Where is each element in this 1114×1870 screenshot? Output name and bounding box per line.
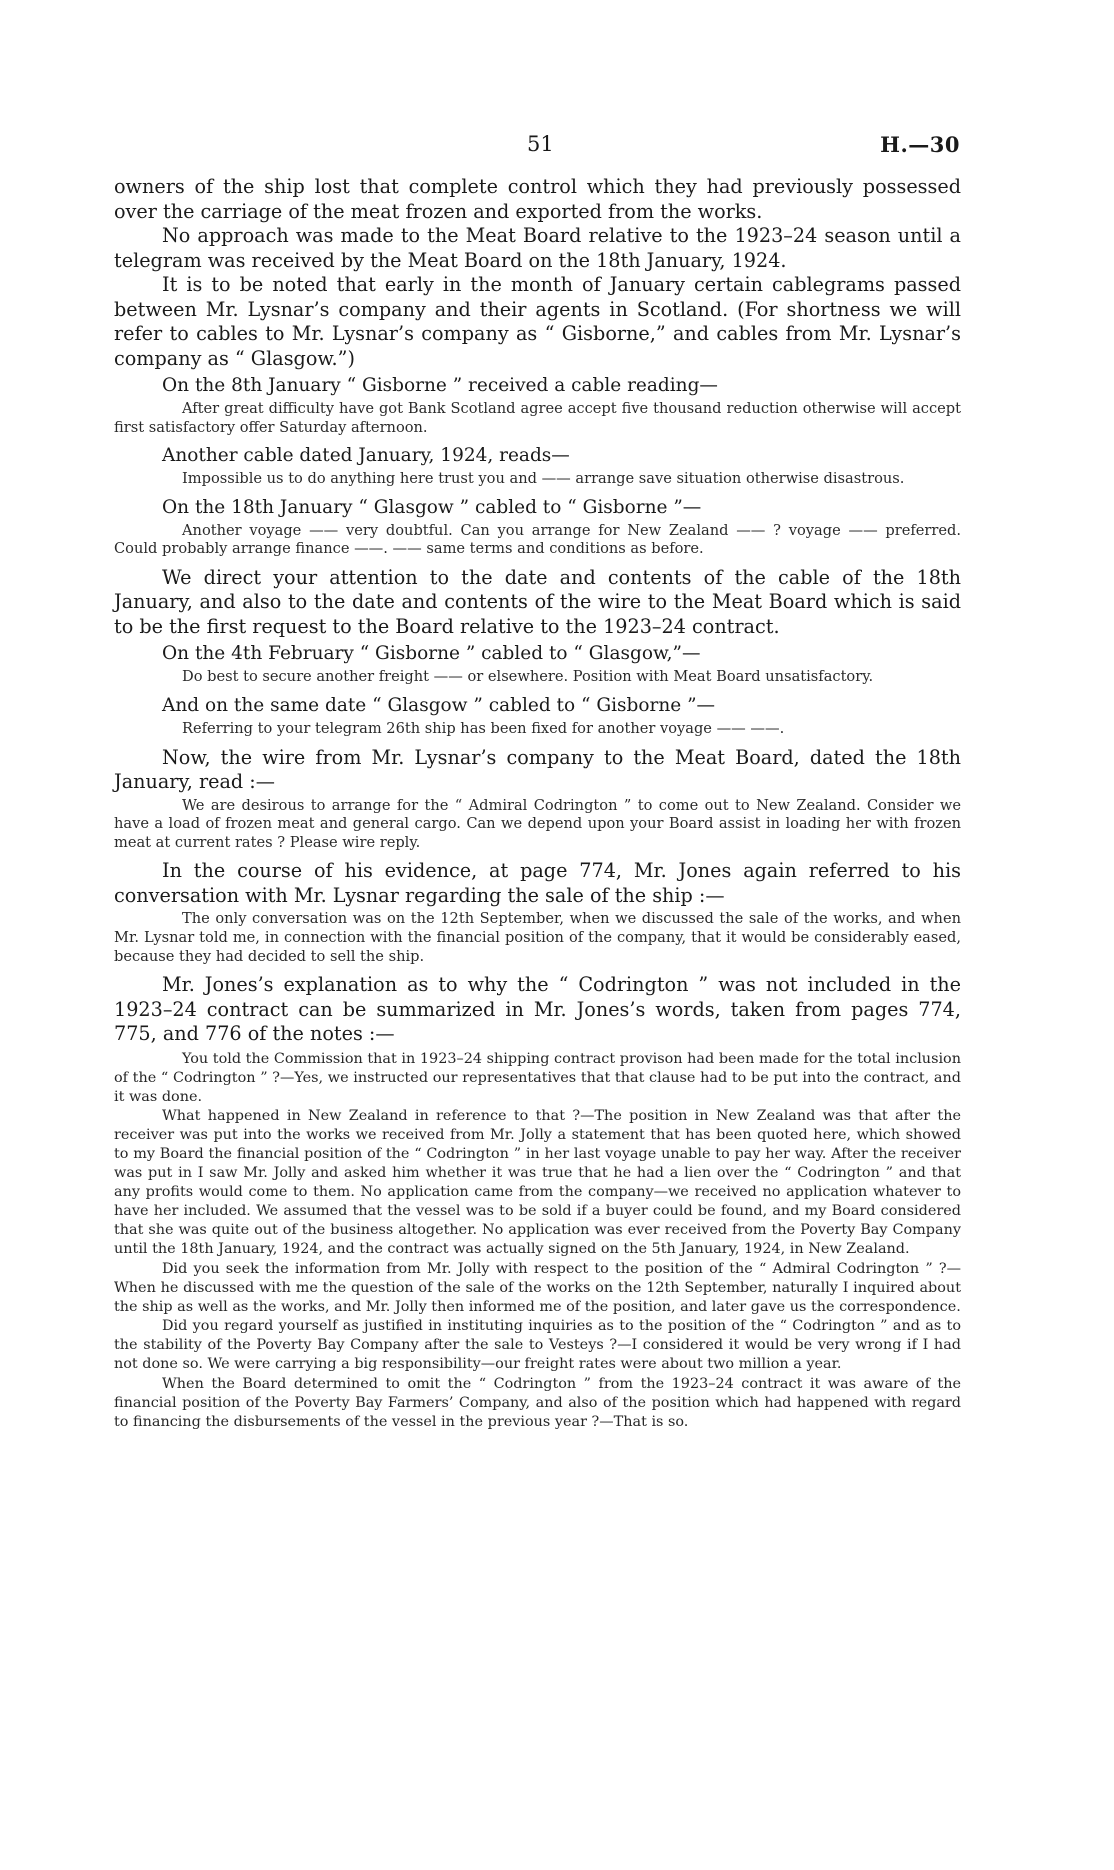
transcript-paragraph: When the Board determined to omit the “ Codrington ” from the 1923–24 contract it was aware of the financial position of the Poverty Bay Farmers’ Company, and also of the position which had happened with regard to financing the disbursements of the vessel in the previous year ?—That is so. [114,1376,961,1430]
paragraph: No approach was made to the Meat Board relative to the 1923–24 season until a telegram was received by the Meat Board on the 18th January, 1924. [114,224,961,272]
paragraph: Now, the wire from Mr. Lysnar’s company to the Meat Board, dated the 18th January, read :— [114,745,961,794]
paragraph: We direct your attention to the date and contents of the cable of the 18th January, and also to the date and contents of the wire to the Meat Board which is said to be the first request to the Board relative to the 1923–24 contract. [114,565,961,638]
paragraph: Mr. Jones’s explanation as to why the “ Codrington ” was not included in the 1923–24 contract can be summarized in Mr. Jones’s words, taken from pages 774, 775, and 776 of the notes :— [114,973,961,1046]
page-number: 51 [527,132,554,156]
cable-quote: Do best to secure another freight —— or elsewhere. Position with Meat Board unsatisfactory. [182,668,874,686]
paragraph: In the course of his evidence, at page 774, Mr. Jones again referred to his conversation with Mr. Lysnar regarding the sale of the ship :— [114,859,961,907]
evidence-transcript [114,1050,961,1432]
transcript-paragraph: What happened in New Zealand in reference to that ?—The position in New Zealand was that after the receiver was put into the works we received from Mr. Jolly a statement that has been quoted here, which showed to my Board the financial position of the “ Codrington ” in her last voyage unable to pay her way. After the receiver was put in I saw Mr. Jolly and asked him whether it was true that he had a lien over the “ Codrington ” and that any profits would come to them. No application came from the company—we received no application whatever to have her included. We assumed that the vessel was to be sold if a buyer could be found, and my Board considered that she was quite out of the business altogether. No application was ever received from the Poverty Bay Company until the 18th January, 1924, and the contract was actually signed on the 5th January, 1924, in New Zealand. [114,1108,961,1257]
document-reference: H.—30 [880,132,960,157]
transcript-paragraph: Did you regard yourself as justified in instituting inquiries as to the position of the “ Codrington ” and as to the stability of the Poverty Bay Company after the sale to Vesteys ?—I considered it would be very wrong if I had not done so. We were carrying a big responsibility—our freight rates were about two million a year. [114,1318,961,1373]
cable-quote: After great difficulty have got Bank Scotland agree accept five thousand reduction otherwise will accept first satisfactory offer Saturday afternoon. [114,400,961,436]
body-text [114,175,961,1432]
cable-intro: On the 18th January “ Glasgow ” cabled to “ Gisborne ”— [162,496,702,518]
wire-quote: We are desirous to arrange for the “ Admiral Codrington ” to come out to New Zealand. Consider we have a load of frozen meat and general cargo. Can we depend upon your Board assist in loading her with frozen meat at current rates ? Please wire reply. [114,796,961,851]
page-header [0,132,1114,164]
cable-intro: On the 8th January “ Gisborne ” received a cable reading— [162,375,718,396]
cable-quote: Impossible us to do anything here trust you and —— arrange save situation otherwise disastrous. [182,470,905,488]
paragraph: It is to be noted that early in the month of January certain cablegrams passed between Mr. Lysnar’s company and their agents in Scotland. (For shortness we will refer to cables to Mr. Lysnar’s company as “ Gisborne,” and cables from Mr. Lysnar’s company as “ Glasgow.”) [114,273,961,370]
cable-quote: Referring to your telegram 26th ship has been fixed for another voyage —— ——. [182,720,785,738]
paragraph: owners of the ship lost that complete control which they had previously possessed over the carriage of the meat frozen and exported from the works. [114,175,961,223]
transcript-paragraph: Did you seek the information from Mr. Jolly with respect to the position of the “ Admiral Codrington ” ?—When he discussed with me the question of the sale of the works on the 12th September, naturally I inquired about the ship as well as the works, and Mr. Jolly then informed me of the position, and later gave us the correspondence. [114,1260,961,1315]
cable-intro: Another cable dated January, 1924, reads— [162,445,570,467]
cable-intro: And on the same date “ Glasgow ” cabled to “ Gisborne ”— [162,695,716,717]
transcript-paragraph: You told the Commission that in 1923–24 shipping contract provison had been made for the total inclusion of the “ Codrington ” ?—Yes, we instructed our representatives that that clause had to be put into the contract, and it was done. [114,1050,961,1105]
cable-intro: On the 4th February “ Gisborne ” cabled to “ Glasgow,”— [162,643,701,665]
cable-quote: Another voyage —— very doubtful. Can you arrange for New Zealand —— ? voyage —— preferred. Could probably arrange finance ——. —— same terms and conditions as before. [114,521,961,558]
evidence-quote: The only conversation was on the 12th September, when we discussed the sale of the works, and when Mr. Lysnar told me, in connection with the financial position of the company, that it would be considerably eased, because they had decided to sell the ship. [114,910,961,965]
